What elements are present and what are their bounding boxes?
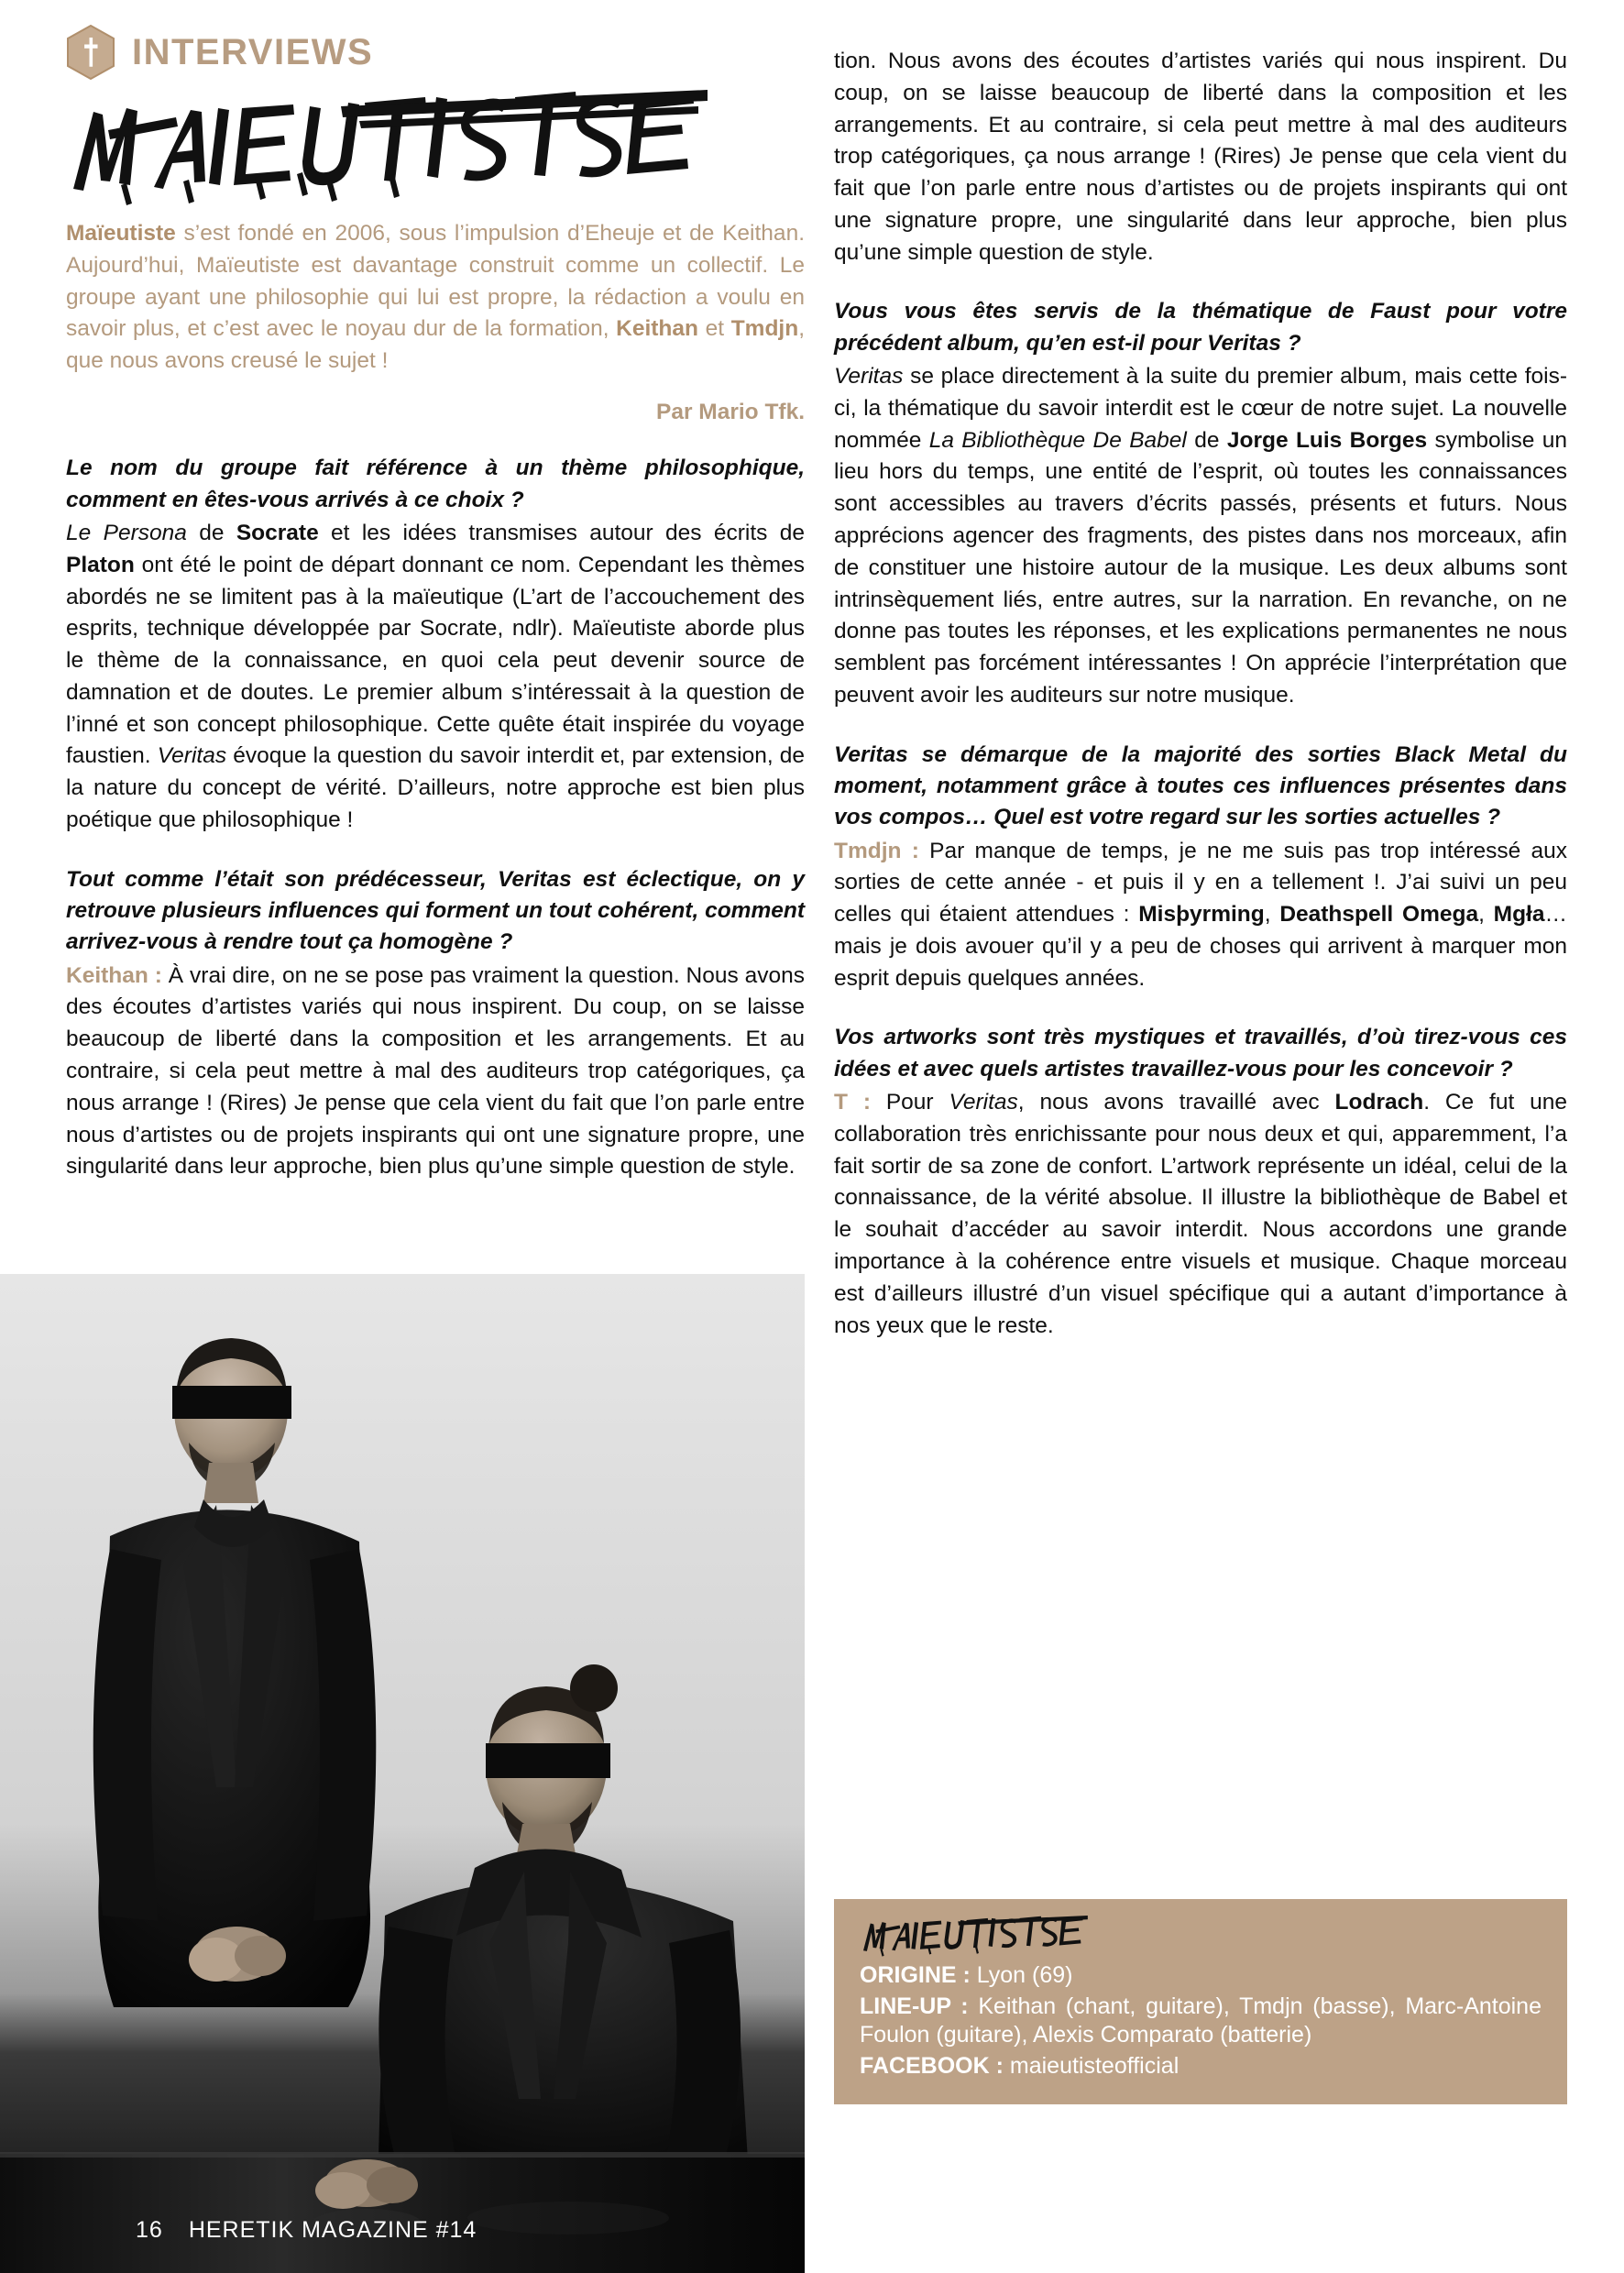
- lineup-label: LINE-UP :: [860, 1993, 969, 2019]
- intro-paragraph: [66, 218, 805, 378]
- infobox-row-facebook: [860, 2052, 1542, 2081]
- answer-2-text: À vrai dire, on ne se pose pas vraiment la question. Nous avons des écoutes d’artistes variés qui nous inspirent. Du coup, on se laisse beaucoup de liberté dans la composition et les arrangements. Et au contraire, si cela peut mettre à mal des auditeurs trop catégoriques, ça nous arrange ! (Rires) Je pense que cela vient du fait que l’on parle entre nous d’artistes ou de projets inspirants qui ont une signature propre, une singularité dans leur approche, bien plus qu’une simple question de style.: [66, 962, 806, 1180]
- question-2: Tout comme l’était son prédécesseur, Veritas est éclectique, on y retrouve plusieurs influences qui forment un tout cohérent, comment arrivez-vous à rendre tout ça homogène ?: [66, 866, 805, 955]
- question-5: Vos artworks sont très mystiques et travaillés, d’où tirez-vous ces idées et avec quels artistes travaillez-vous pour les concevoir ?: [834, 1025, 1567, 1082]
- page-number: 16: [136, 2217, 163, 2243]
- section-header: [66, 24, 805, 81]
- band-info-box: [834, 1899, 1567, 2104]
- facebook-value: maieutisteofficial: [1003, 2052, 1180, 2079]
- intro-name-1: Keithan: [616, 316, 698, 342]
- answer-5-text: Pour Veritas, nous avons travaillé avec Lodrach. Ce fut une collaboration très enrichissante pour nous deux et qui, apparemment, l’a fait sortir de sa zone de confort. L’artwork représente un idéal, celui de la connaissance, de la vérité absolue. Il illustre la bibliothèque de Babel et le souhait d’accéder au savoir interdit. Nous accordons une grande importance à la cohérence entre visuels et musique. Chaque morceau est d’ailleurs illustré d’un visuel spécifique qui a autant d’importance à nos yeux que le reste.: [834, 1090, 1567, 1338]
- origine-value: Lyon (69): [970, 1962, 1073, 1988]
- magazine-name: HERETIK MAGAZINE #14: [188, 2217, 477, 2243]
- band-logo-wordmark: [66, 90, 708, 209]
- facebook-label: FACEBOOK :: [860, 2052, 1004, 2079]
- page-footer: [136, 2217, 477, 2244]
- answer-4: [834, 836, 1567, 995]
- lineup-value: Keithan (chant, guitare), Tmdjn (basse), Marc-Antoine Foulon (guitare), Alexis Comparato (batterie): [860, 1993, 1542, 2048]
- section-title: INTERVIEWS: [132, 32, 374, 72]
- infobox-row-origine: [860, 1961, 1542, 1991]
- question-1: Le nom du groupe fait référence à un thème philosophique, comment en êtes-vous arrivés à ce choix ?: [66, 456, 805, 512]
- intro-band-name: Maïeutiste: [66, 221, 176, 246]
- band-photo: [0, 1274, 805, 2273]
- answer-2-continued: tion. Nous avons des écoutes d’artistes variés qui nous inspirent. Du coup, on se laisse beaucoup de liberté dans la composition et les arrangements. Et au contraire, si cela peut mettre à mal des auditeurs trop catégoriques, ça nous arrange ! (Rires) Je pense que cela vient du fait que l’on parle entre nous d’artistes ou de projets inspirants qui ont une signature propre, une singularité dans leur approche, bien plus qu’une simple question de style.: [834, 49, 1567, 265]
- answer-1: Le Persona de Socrate et les idées transmises autour des écrits de Platon ont été le point de départ donnant ce nom. Cependant les thèmes abordés ne se limitent pas à la maïeutique (L’art de l’accouchement des esprits, technique développée par Socrate, ndlr). Maïeutiste aborde plus le thème de la connaissance, en quoi cela peut devenir source de damnation et de doutes. Le premier album s’intéressait à la question de l’inné et son concept philosophique. Cette quête était inspirée du voyage faustien. Veritas évoque la question du savoir interdit et, par extension, de la nature du concept de vérité. D’ailleurs, notre approche est bien plus poétique que philosophique !: [66, 521, 805, 833]
- infobox-row-lineup: [860, 1993, 1542, 2050]
- intro-text-2: et: [697, 316, 731, 342]
- infobox-logo-wordmark: [860, 1916, 1089, 1958]
- origine-label: ORIGINE :: [860, 1962, 971, 1988]
- answer-5: [834, 1087, 1567, 1342]
- question-4: Veritas se démarque de la majorité des sorties Black Metal du moment, notamment grâce à toutes ces influences présentes dans vos compos… Quel est votre regard sur les sorties actuelles ?: [834, 741, 1567, 830]
- intro-text-1: s’est fondé en 2006, sous l’impulsion d’Eheuje et de Keithan. Aujourd’hui, Maïeutiste est davantage construit comme un collectif. Le groupe ayant une philosophie qui lui est propre, la rédaction a voulu en savoir plus, et c’est avec le noyau dur de la formation,: [66, 221, 805, 342]
- speaker-label-t: T :: [834, 1090, 871, 1115]
- intro-name-2: Tmdjn: [730, 316, 799, 342]
- author-byline: Par Mario Tfk.: [655, 400, 805, 425]
- answer-2: [66, 961, 805, 1183]
- left-column: [66, 24, 805, 1183]
- hexagon-cross-icon: [66, 25, 115, 80]
- speaker-label-keithan: Keithan :: [66, 962, 162, 988]
- speaker-label-tmdjn: Tmdjn :: [834, 838, 919, 863]
- right-column: [834, 46, 1567, 1342]
- question-3: Vous vous êtes servis de la thématique de Faust pour votre précédent album, qu’en est-il pour Veritas ?: [834, 299, 1567, 356]
- answer-4-text: Par manque de temps, je ne me suis pas trop intéressé aux sorties de cette année - et puis il y en a tellement !. J’ai suivi un peu celles qui étaient attendues : Misþyrming, Deathspell Omega, Mgła… mais je dois avouer qu’il y a peu de choses qui arrivent à marquer mon esprit depuis quelques années.: [834, 838, 1567, 991]
- answer-3: Veritas se place directement à la suite du premier album, mais cette fois-ci, la thématique du savoir interdit est le cœur de notre sujet. La nouvelle nommée La Bibliothèque De Babel de Jorge Luis Borges symbolise un lieu hors du temps, une entité de l’esprit, où toutes les connaissances sont accessibles au travers d’écrits passés, présents et futurs. Nous apprécions agencer des fragments, des pistes dans nos morceaux, afin de constituer une histoire autour de la musique. Les deux albums sont intrinsèquement liés, entre autres, sur la narration. En revanche, on ne donne pas toutes les réponses, et les explications permanentes ne nous semblent pas forcément intéressantes ! On apprécie l’interprétation que peuvent avoir les auditeurs sur notre musique.: [834, 364, 1567, 708]
- intro-text-3: , que nous avons creusé le sujet !: [66, 316, 805, 374]
